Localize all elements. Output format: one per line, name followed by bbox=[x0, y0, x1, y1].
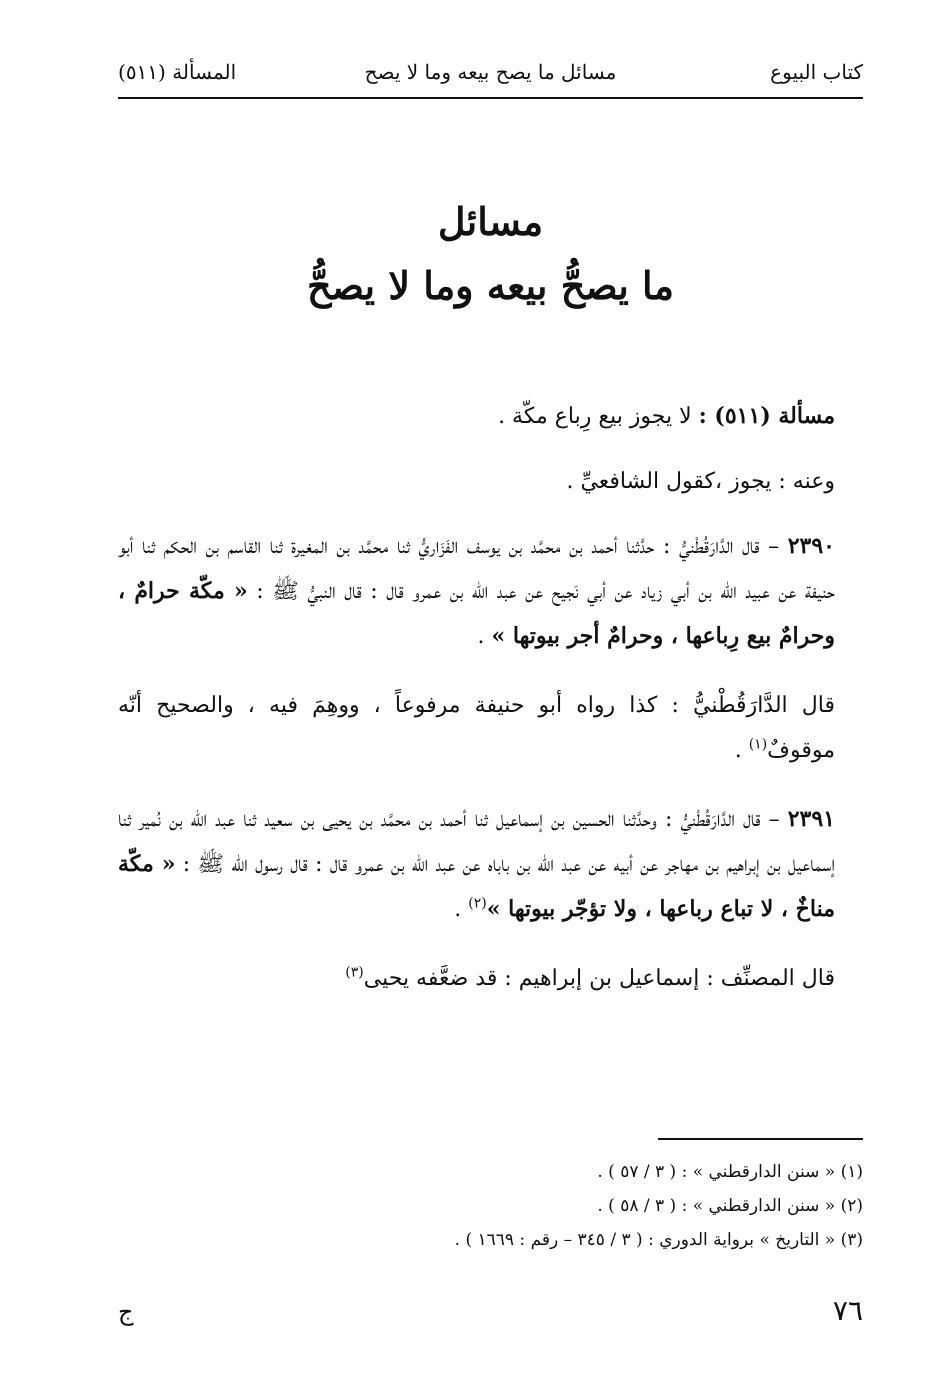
hadith-2390 bbox=[118, 524, 863, 659]
hadith-text: « مكّة حرامٌ ، وحرامٌ بيع رِباعها ، وحرامٌ أجر بيوتها » bbox=[118, 578, 835, 649]
issue-statement bbox=[118, 394, 863, 439]
footnote-3: (٣) « التاريخ » برواية الدوري : ( ٣ / ٣٤٥ – رقم : ١٦٦٩ ) . bbox=[454, 1230, 863, 1250]
daraqutni-comment bbox=[118, 683, 863, 773]
comment-end: . bbox=[734, 738, 749, 763]
issue-text: لا يجوز بيع رِباع مكّة . bbox=[498, 404, 699, 429]
comment-text: قال الدَّارَقُطْنيُّ : كذا رواه أبو حنيفة مرفوعاً ، ووهِمَ فيه ، والصحيح أنّه موقوفٌ bbox=[118, 693, 835, 763]
hadith-end: . bbox=[477, 624, 492, 649]
hadith-2391 bbox=[118, 797, 863, 932]
header-divider bbox=[118, 97, 863, 99]
issue-label: مسألة (٥١١) : bbox=[698, 403, 835, 429]
chapter-title-line-1: مسائل bbox=[437, 199, 544, 244]
author-text: إسماعيل بن إبراهيم : قد ضعَّفه يحيى bbox=[363, 966, 707, 991]
footnote-divider bbox=[658, 1138, 863, 1140]
footnote-ref-2: (٢) bbox=[468, 895, 487, 912]
main-text bbox=[118, 394, 863, 1025]
hadith-number: ٢٣٩٠ bbox=[787, 533, 835, 559]
footnotes bbox=[118, 1155, 863, 1257]
chapter-title bbox=[118, 190, 863, 318]
hadith-text: « مكّة مناخٌ ، لا تباع رباعها ، ولا تؤجّر بيوتها » bbox=[118, 851, 835, 922]
hadith-end: . bbox=[454, 897, 469, 922]
page-signature: ج bbox=[118, 1298, 134, 1326]
footnote-2: (٢) « سنن الدارقطني » : ( ٣ / ٥٨ ) . bbox=[597, 1196, 863, 1216]
chapter-title-line-2: ما يصحُّ بيعه وما لا يصحُّ bbox=[307, 263, 674, 308]
author-remark bbox=[118, 956, 863, 1001]
hadith-number: ٢٣٩١ bbox=[787, 806, 835, 832]
hadith-chain: – قال الدَّارَقُطْنيُّ : وحدَّثنا الحسين بن إسماعيل ثنا أحمد بن محمَّد بن يحيى بن سعيد ثنا عبد الله بن نُمير ثنا إسماعيل بن إبراهيم بن مهاجر عن أبيه عن عبد الله بن باباه عن عبد الله بن عمرو قال : قال رسول الله ﷺ : bbox=[118, 807, 835, 877]
running-header bbox=[118, 52, 863, 92]
header-issue-number: المسألة (٥١١) bbox=[118, 60, 237, 84]
hadith-chain: – قال الدَّارَقُطْنيُّ : حدَّثنا أحمد بن محمَّد بن يوسف الفَزَاريُّ ثنا محمَّد بن المغيرة ثنا القاسم بن الحكم ثنا أبو حنيفة عن عبيد الله بن أبي زياد عن أبي نَجيح عن عبد الله بن عمرو قال : قال النبيُّ ﷺ : bbox=[118, 534, 835, 604]
page-number: ٧٦ bbox=[832, 1294, 863, 1327]
header-chapter-title: مسائل ما يصح بيعه وما لا يصح bbox=[364, 60, 617, 84]
footnote-ref-3: (٣) bbox=[345, 964, 364, 981]
author-label: قال المصنِّف : bbox=[706, 966, 835, 991]
footnote-1: (١) « سنن الدارقطني » : ( ٣ / ٥٧ ) . bbox=[597, 1162, 863, 1182]
footnote-ref-1: (١) bbox=[748, 736, 768, 753]
alternative-opinion: وعنه : يجوز ،كقول الشافعيِّ . bbox=[566, 469, 835, 494]
header-book-title: كتاب البيوع bbox=[770, 60, 863, 84]
